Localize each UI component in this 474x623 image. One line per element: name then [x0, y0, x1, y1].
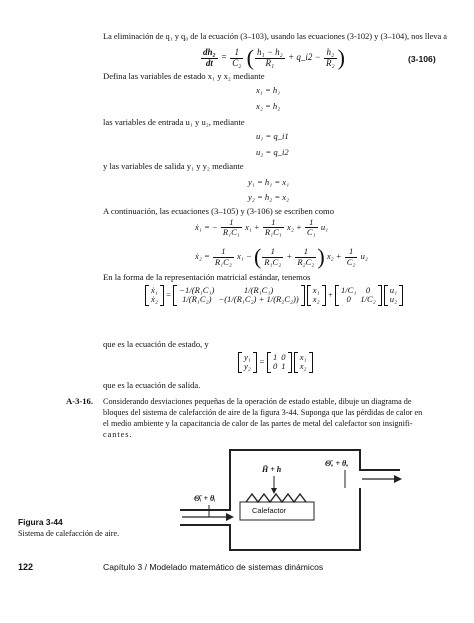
- state-def-1: x₁ = h₁: [256, 85, 281, 95]
- problem-line-3: el medio ambiente y la capacitancia de calor de las partes de metal del calefactor son insignifi-: [103, 419, 413, 428]
- problem-line-1: Considerando desviaciones pequeñas de la operación de estado estable, dibuje un diagrama de: [103, 397, 412, 406]
- equation-3-106: $\frac{\text{dh₂}}{dt}$ = $\frac{1}{\text{C₂}}$ ( $\frac{\text{h₁ − h₂}}{\text{R₁}}$ + q_i2 − $\frac{\text{h₂}}{\text{R₂}}$ ): [203, 45, 345, 70]
- matrix-output-equation: y₁ y₂ = 1 0 0 1 x₁ x₂: [238, 352, 313, 373]
- paragraph-state-equation: que es la ecuación de estado, y: [103, 339, 209, 349]
- paragraph-state-vars: Defina las variables de estado x₁ y x₂ mediante: [103, 71, 265, 81]
- u-vector: u₁ u₂: [384, 285, 403, 306]
- heat-input-label: H̄ + h: [262, 465, 282, 474]
- heat-arrow-head: [271, 488, 277, 494]
- b-matrix: 1/C₁ 0 0 1/C₂: [335, 285, 382, 306]
- inlet-temp-label: Θ̄ᵢ + θᵢ: [194, 494, 216, 503]
- x-vector-output: x₁ x₂: [294, 352, 313, 373]
- matrix-state-equation: ẋ₁ ẋ₂ = −1/(R₁C₁) 1/(R₁C₁) 1/(R₁C₂) −(1/(R₁C₂) + 1/(R₂C₂)) x₁ x₂ + 1/C₁ 0 0 1/C₂ u₁ u₂: [145, 285, 403, 306]
- problem-line-4: cantes.: [103, 430, 133, 439]
- paragraph-output-equation: que es la ecuación de salida.: [103, 380, 201, 390]
- input-def-1: u₁ = q_i1: [256, 131, 289, 141]
- state-def-2: x₂ = h₂: [256, 101, 281, 111]
- paragraph-elimination: La eliminación de q₁ y q₀ de la ecuación (3–103), usando las ecuaciones (3-102) y (3–104), nos lleva a: [103, 32, 447, 41]
- paragraph-output-vars: y las variables de salida y₁ y y₂ mediante: [103, 161, 244, 171]
- x-vector: x₁ x₂: [307, 285, 326, 306]
- output-def-2: y₂ = h₂ = x₂: [248, 192, 290, 202]
- xdot2-equation: ẋ₂ = $\frac{1}{\text{R₁C₂}}$ x₁ − ( $\frac{1}{\text{R₁C₂}}$ + $\frac{1}{\text{R₂C₂}}$ ) x₂ + $\frac{1}{\text{C₂}}$ u₂: [195, 244, 368, 269]
- paragraph-matrix-form: En la forma de la representación matricial estándar, tenemos: [103, 272, 311, 282]
- outlet-arrow-head: [394, 475, 402, 483]
- inlet-arrow-head: [226, 513, 234, 521]
- paragraph-input-vars: las variables de entrada u₁ y u₂, mediante: [103, 117, 245, 127]
- y-vector: y₁ y₂: [238, 352, 257, 373]
- outlet-temp-label: Θ̄ₒ + θₒ: [325, 459, 349, 468]
- chapter-title: Capítulo 3 / Modelado matemático de sistemas dinámicos: [103, 562, 324, 572]
- input-def-2: u₂ = q_i2: [256, 147, 289, 157]
- heater-coil: [246, 494, 306, 502]
- figure-caption-title: Figura 3-44: [18, 517, 63, 527]
- equation-number-3-106: (3-106): [408, 54, 436, 64]
- problem-label: A-3-16.: [66, 396, 93, 406]
- a-matrix: −1/(R₁C₁) 1/(R₁C₁) 1/(R₁C₂) −(1/(R₁C₂) + 1/(R₂C₂)): [173, 285, 305, 306]
- heater-label: Calefactor: [252, 506, 287, 515]
- paragraph-rewrite: A continuación, las ecuaciones (3–105) y (3-106) se escriben como: [103, 206, 335, 216]
- figure-caption-text: Sistema de calefacción de aire.: [18, 529, 120, 538]
- problem-line-2: bloques del sistema de calefacción de aire de la figura 3-44. Suponga que las pérdidas de calor en: [103, 408, 423, 417]
- page-number: 122: [18, 562, 34, 572]
- c-matrix: 1 0 0 1: [267, 352, 292, 373]
- xdot1-equation: ẋ₁ = − $\frac{1}{\text{R₁C₁}}$ x₁ + $\frac{1}{\text{R₁C₁}}$ x₂ + $\frac{1}{\text{C₁}}$ u₁: [195, 217, 329, 238]
- output-def-1: y₁ = h₁ = x₁: [248, 177, 290, 187]
- xdot-vector: ẋ₁ ẋ₂: [145, 285, 164, 306]
